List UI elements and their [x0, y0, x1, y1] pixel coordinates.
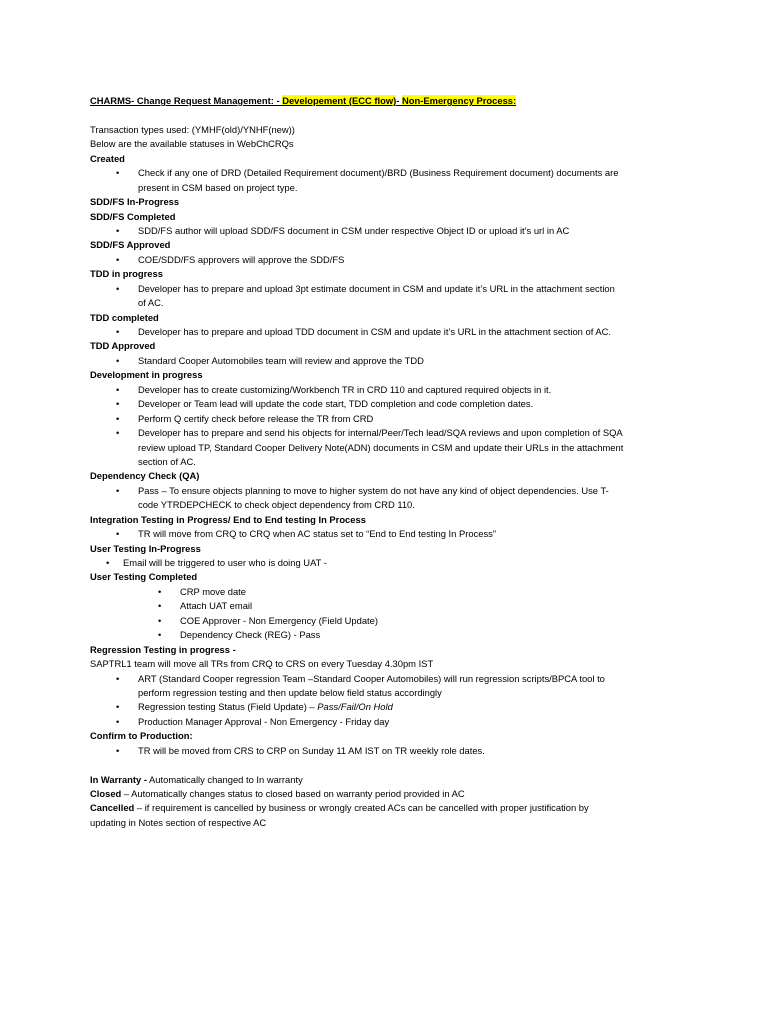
bullet-item: [90, 383, 690, 397]
status-heading-confirm-to-production: Confirm to Production:: [90, 730, 193, 742]
footer-cancelled: [90, 801, 690, 815]
bullet-item: [90, 527, 690, 541]
bullet-continuation: present in CSM based on project type.: [138, 181, 298, 193]
bullet-text: TR will move from CRQ to CRQ when AC status set to “End to End testing In Process”: [138, 528, 496, 540]
document-title: [90, 94, 690, 108]
bullet-item: [90, 672, 690, 686]
status-heading-user-testing-in-progress: User Testing In-Progress: [90, 542, 201, 554]
bullet-item: [90, 585, 690, 599]
bullet-icon: •: [116, 427, 120, 439]
bullet-icon: •: [116, 224, 120, 236]
bullet-text: Developer has to create customizing/Workbench TR in CRD 110 and captured required objects in it.: [138, 383, 552, 395]
bullet-text: ART (Standard Cooper regression Team –Standard Cooper Automobiles) will run regression scripts/BPCA tool to: [138, 672, 605, 684]
bullet-item: [90, 224, 690, 238]
status-heading-development-in-progress: Development in progress: [90, 369, 203, 381]
bullet-continuation: code YTRDEPCHECK to check object dependency from CRD 110.: [138, 499, 415, 511]
bullet-text: Developer or Team lead will update the code start, TDD completion and code completion dates.: [138, 398, 534, 410]
bullet-item: [90, 253, 690, 267]
bullet-icon: •: [116, 701, 120, 713]
bullet-item: [90, 325, 690, 339]
bullet-text: Attach UAT email: [180, 600, 253, 612]
bullet-icon: •: [116, 484, 120, 496]
title-prefix: CHARMS- Change Request Management: -: [90, 95, 283, 106]
bullet-icon: •: [116, 398, 120, 410]
bullet-icon: •: [116, 383, 120, 395]
bullet-icon: •: [116, 715, 120, 727]
bullet-item: [90, 700, 690, 714]
bullet-continuation: of AC.: [138, 297, 164, 309]
title-separator: -: [396, 95, 403, 106]
regression-status-values: Pass/Fail/On Hold: [317, 701, 393, 713]
bullet-continuation: section of AC.: [138, 455, 196, 467]
bullet-item: [90, 282, 690, 296]
bullet-item: [90, 614, 690, 628]
bullet-text: Standard Cooper Automobiles team will review and approve the TDD: [138, 354, 424, 366]
bullet-icon: •: [116, 326, 120, 337]
bullet-icon: •: [116, 672, 120, 684]
warranty-text: Automatically changed to In warranty: [146, 773, 303, 785]
footer-closed: [90, 787, 690, 801]
bullet-text: CRP move date: [180, 585, 247, 597]
bullet-item: [90, 426, 690, 440]
spacer: [90, 108, 690, 122]
bullet-item: [90, 715, 690, 729]
bullet-text: Developer has to prepare and send his objects for internal/Peer/Tech lead/SQA reviews and upon completion of SQA: [138, 427, 623, 439]
bullet-text: Pass – To ensure objects planning to move to higher system do not have any kind of object dependencies. Use T-: [138, 484, 609, 496]
status-heading-sddfs-completed: SDD/FS Completed: [90, 210, 176, 222]
bullet-item: [90, 628, 690, 642]
title-highlight-ecc-flow: Developement (ECC flow): [282, 95, 397, 106]
status-heading-tdd-approved: TDD Approved: [90, 340, 156, 352]
bullet-icon: •: [158, 629, 162, 641]
bullet-text: Developer has to prepare and upload TDD document in CSM and update it’s URL in the attachment section of AC.: [138, 326, 612, 337]
spacer: [90, 758, 690, 772]
status-heading-dependency-check: Dependency Check (QA): [90, 470, 200, 482]
bullet-icon: •: [158, 585, 162, 597]
bullet-text: TR will be moved from CRS to CRP on Sunday 11 AM IST on TR weekly role dates.: [138, 744, 485, 756]
status-heading-tdd-in-progress: TDD in progress: [90, 268, 163, 280]
bullet-icon: •: [116, 282, 120, 294]
status-heading-sddfs-in-progress: SDD/FS In-Progress: [90, 196, 180, 208]
cancelled-text: – if requirement is cancelled by business or wrongly created ACs can be cancelled with proper justification by: [134, 802, 589, 814]
status-heading-created: Created: [90, 152, 125, 164]
bullet-continuation: perform regression testing and then update below field status accordingly: [138, 686, 442, 698]
status-heading-integration-testing: Integration Testing in Progress/ End to End testing In Process: [90, 513, 366, 525]
footer-cancelled-continuation: updating in Notes section of respective AC: [90, 816, 267, 828]
status-heading-regression-testing: Regression Testing in progress -: [90, 643, 236, 655]
bullet-item: [90, 354, 690, 368]
bullet-icon: •: [158, 614, 162, 626]
footer-warranty: [90, 773, 690, 787]
bullet-item: [90, 166, 690, 180]
bullet-item: [90, 744, 690, 758]
bullet-icon: •: [116, 744, 120, 756]
bullet-item: [90, 397, 690, 411]
bullet-item: [90, 556, 690, 570]
status-heading-tdd-completed: TDD completed: [90, 311, 159, 323]
bullet-continuation: review upload TP, Standard Cooper Delivery Note(ADN) documents in CSM and update their URLs in the attachment: [138, 441, 624, 453]
regression-note: SAPTRL1 team will move all TRs from CRQ to CRS on every Tuesday 4.30pm IST: [90, 658, 434, 670]
bullet-text: Developer has to prepare and upload 3pt estimate document in CSM and update it’s URL in the attachment section: [138, 282, 615, 294]
bullet-icon: •: [116, 253, 120, 265]
bullet-icon: •: [158, 600, 162, 612]
bullet-text: Check if any one of DRD (Detailed Requirement document)/BRD (Business Requirement document) documents are: [138, 167, 619, 179]
bullet-icon: •: [106, 557, 110, 568]
bullet-text: Perform Q certify check before release the TR from CRD: [138, 412, 374, 424]
intro-line: Transaction types used: (YMHF(old)/YNHF(new)): [90, 123, 295, 135]
bullet-icon: •: [116, 167, 120, 179]
bullet-item: [90, 412, 690, 426]
bullet-item: [90, 599, 690, 613]
cancelled-label: Cancelled: [90, 802, 135, 814]
title-highlight-non-emergency: Non-Emergency Process:: [402, 95, 517, 106]
closed-text: – Automatically changes status to closed based on warranty period provided in AC: [121, 788, 465, 799]
bullet-text: Regression testing Status (Field Update) –: [138, 701, 318, 713]
bullet-text: Email will be triggered to user who is doing UAT -: [123, 557, 327, 568]
closed-label: Closed: [90, 788, 122, 799]
warranty-label: In Warranty -: [90, 773, 147, 785]
bullet-text: Dependency Check (REG) - Pass: [180, 629, 321, 641]
bullet-icon: •: [116, 412, 120, 424]
bullet-text: COE/SDD/FS approvers will approve the SDD/FS: [138, 253, 345, 265]
bullet-text: Production Manager Approval - Non Emergency - Friday day: [138, 715, 390, 727]
status-heading-sddfs-approved: SDD/FS Approved: [90, 239, 171, 251]
document-page: [90, 94, 690, 830]
bullet-icon: •: [116, 354, 120, 366]
bullet-icon: •: [116, 528, 120, 540]
intro-line: Below are the available statuses in WebChCRQs: [90, 138, 294, 150]
bullet-item: [90, 484, 690, 498]
bullet-text: COE Approver - Non Emergency (Field Update): [180, 614, 378, 626]
bullet-text: SDD/FS author will upload SDD/FS document in CSM under respective Object ID or upload it’s url in AC: [138, 224, 570, 236]
status-heading-user-testing-completed: User Testing Completed: [90, 571, 198, 583]
